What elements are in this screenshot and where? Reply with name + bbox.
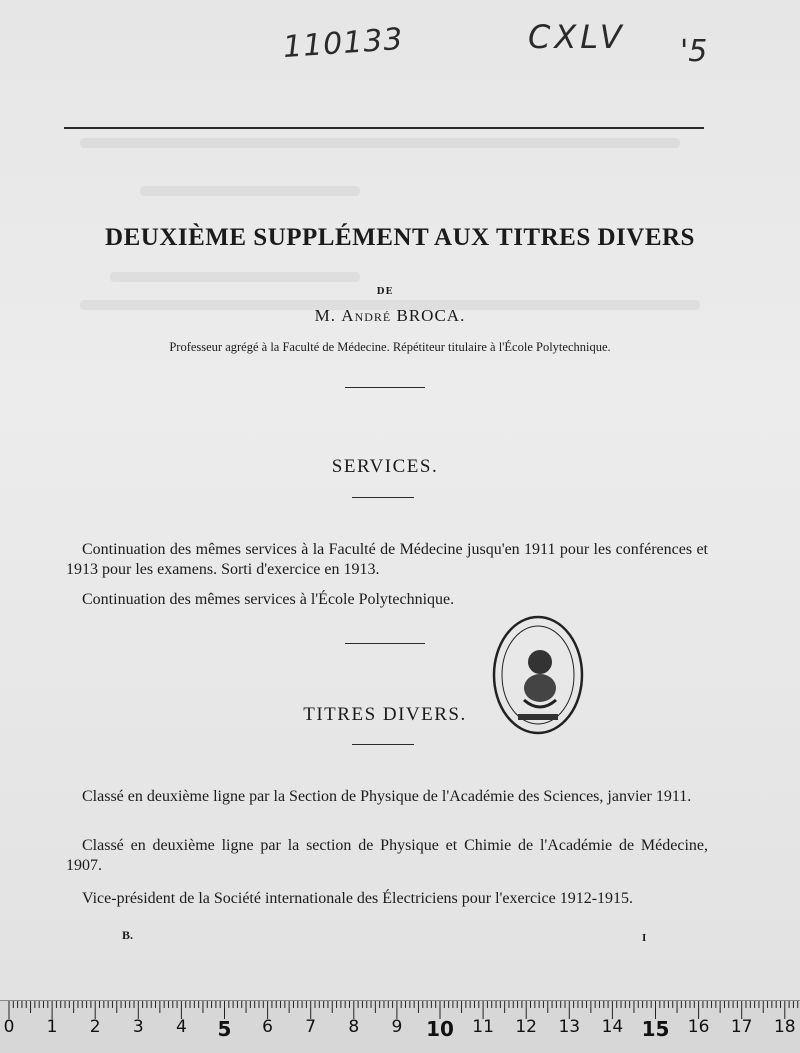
section-heading-services: SERVICES. <box>331 456 439 477</box>
author-affiliation: Professeur agrégé à la Faculté de Médecine. Répétiteur titulaire à l'École Polytechnique. <box>169 340 611 354</box>
ruler-label: 14 <box>601 1017 624 1037</box>
author-name <box>0 306 780 326</box>
ruler-label: 13 <box>558 1017 581 1037</box>
bleed-through <box>80 138 680 148</box>
title-de: DE <box>376 287 394 297</box>
ruler-label: 10 <box>426 1017 454 1041</box>
library-stamp-icon <box>488 610 588 740</box>
section-heading-titres: TITRES DIVERS. <box>303 704 467 725</box>
handwritten-mark: '5 <box>680 34 708 69</box>
ruler-label: 7 <box>305 1017 317 1037</box>
divider-rule <box>345 387 425 388</box>
measuring-ruler <box>0 1000 800 1053</box>
services-paragraph: Continuation des mêmes services à la Faculté de Médecine jusqu'en 1911 pour les conférences et 1913 pour les examens. Sorti d'exercice en 1913. <box>66 541 708 578</box>
ruler-label: 3 <box>132 1017 144 1037</box>
ruler-label: 11 <box>472 1017 494 1037</box>
ruler-label: 6 <box>262 1017 274 1037</box>
ruler-labels <box>0 1017 800 1047</box>
ruler-label: 5 <box>217 1017 232 1041</box>
handwritten-roman-numeral: CXLV <box>528 18 626 56</box>
bleed-through <box>140 186 360 196</box>
ruler-label: 16 <box>687 1017 710 1037</box>
ruler-label: 12 <box>515 1017 538 1037</box>
ruler-label: 2 <box>89 1017 101 1037</box>
ruler-label: 8 <box>348 1017 360 1037</box>
author-last-name: BROCA. <box>391 306 466 325</box>
ruler-label: 18 <box>773 1017 796 1037</box>
handwritten-catalog-number: 110133 <box>281 21 405 66</box>
bleed-through <box>110 272 360 282</box>
ruler-label: 4 <box>175 1017 187 1037</box>
author-prefix: M. <box>314 306 342 325</box>
ruler-label: 0 <box>3 1017 15 1037</box>
services-paragraph: Continuation des mêmes services à l'École Polytechnique. <box>82 591 455 608</box>
header-rule <box>64 127 704 129</box>
ruler-label: 9 <box>391 1017 403 1037</box>
ruler-label: 1 <box>46 1017 58 1037</box>
author-first-name: André <box>341 306 392 325</box>
ruler-label: 17 <box>730 1017 753 1037</box>
page-number: I <box>642 932 647 944</box>
titres-paragraph: Classé en deuxième ligne par la section de Physique et Chimie de l'Académie de Médecine, 1907. <box>66 837 708 874</box>
document-title: DEUXIÈME SUPPLÉMENT AUX TITRES DIVERS <box>105 224 695 251</box>
divider-rule <box>352 497 414 498</box>
divider-rule <box>352 744 414 745</box>
signature-mark: B. <box>122 928 134 942</box>
titres-paragraph: Vice-président de la Société internationale des Électriciens pour l'exercice 1912-1915. <box>82 890 634 907</box>
titres-paragraph: Classé en deuxième ligne par la Section de Physique de l'Académie des Sciences, janvier 1911. <box>82 788 692 805</box>
ruler-label: 15 <box>641 1017 670 1041</box>
divider-rule <box>345 643 425 644</box>
